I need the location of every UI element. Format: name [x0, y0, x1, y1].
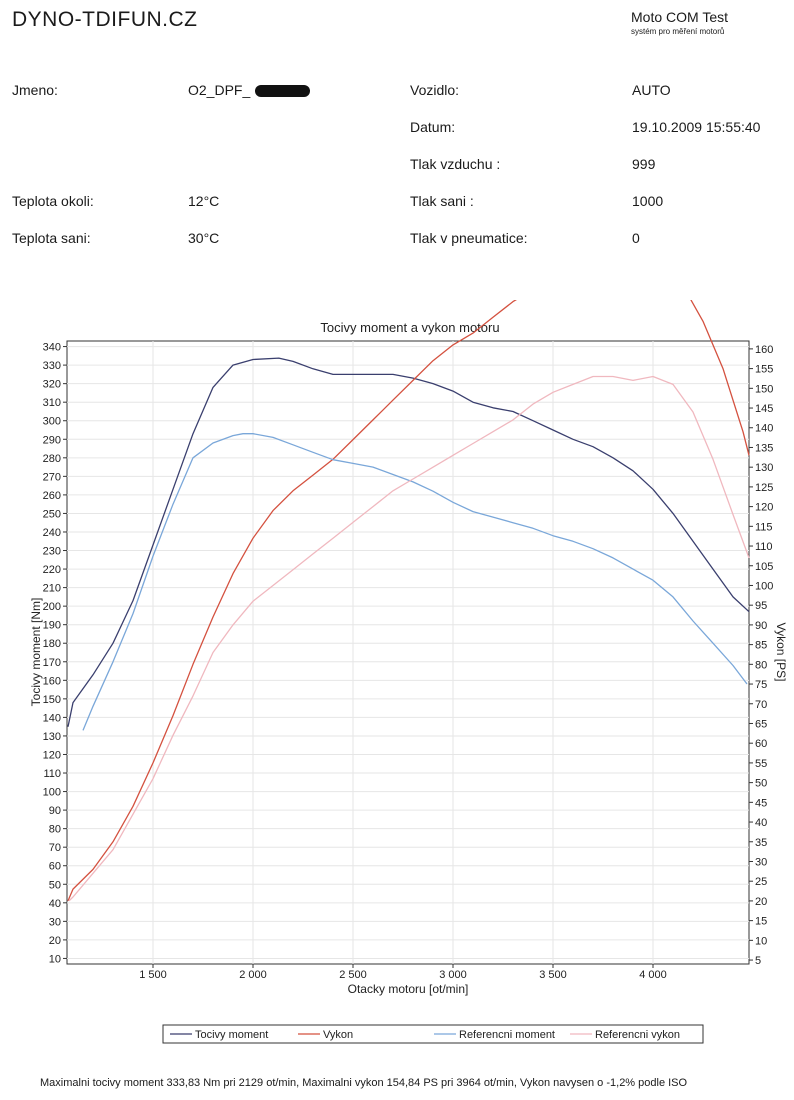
y-right-tick-label-85: 85 [755, 639, 768, 652]
y-left-tick-label-210: 210 [42, 582, 61, 595]
y-left-tick-label-120: 120 [42, 749, 61, 762]
redaction-mark [255, 85, 310, 97]
y-right-tick-label-95: 95 [755, 600, 768, 613]
x-axis-label: Otacky motoru [ot/min] [347, 982, 469, 996]
y-left-tick-label-220: 220 [42, 564, 61, 577]
y-right-tick-label-155: 155 [755, 363, 774, 376]
y-left-tick-label-160: 160 [42, 675, 61, 688]
y-left-tick-label-100: 100 [42, 786, 61, 799]
name-value: O2_DPF_ [188, 82, 251, 98]
y-left-tick-label-40: 40 [48, 897, 61, 910]
y-left-tick-label-110: 110 [43, 768, 61, 781]
y-right-tick-label-20: 20 [755, 895, 768, 908]
y-right-tick-label-70: 70 [755, 698, 768, 711]
summary-line: Maximalni tocivy moment 333,83 Nm pri 2129 ot/min, Maximalni vykon 154,84 PS pri 3964 ot/min, Vykon navysen o -1,2% podle ISO [40, 1077, 688, 1089]
y-right-tick-label-160: 160 [755, 343, 774, 356]
tire-pressure-value: 0 [632, 230, 640, 246]
y-right-tick-label-80: 80 [755, 659, 768, 672]
product-name: Moto COM Test [631, 9, 728, 25]
x-tick-label-3500: 3 500 [539, 969, 567, 981]
y-right-tick-label-5: 5 [755, 955, 762, 968]
y-left-tick-label-140: 140 [42, 712, 61, 725]
y-left-tick-label-90: 90 [48, 805, 61, 818]
legend-label-ref-torque: Referencni moment [459, 1029, 555, 1041]
y-left-tick-label-30: 30 [48, 916, 61, 929]
name-label: Jmeno: [12, 82, 58, 98]
y-right-tick-label-55: 55 [755, 757, 768, 770]
y-right-tick-label-135: 135 [755, 442, 774, 455]
y-right-tick-label-50: 50 [755, 777, 768, 790]
tire-pressure-label: Tlak v pneumatice: [410, 230, 528, 246]
x-tick-label-1500: 1 500 [139, 969, 167, 981]
y-left-tick-label-130: 130 [42, 730, 61, 743]
vehicle-value: AUTO [632, 82, 671, 98]
x-tick-label-2000: 2 000 [239, 969, 267, 981]
product-tagline: systém pro měření motorů [631, 27, 725, 36]
y-left-tick-label-10: 10 [48, 953, 61, 966]
y-right-tick-label-120: 120 [755, 501, 774, 514]
y-left-tick-label-240: 240 [42, 526, 61, 539]
ambient-temp-label: Teplota okoli: [12, 193, 94, 209]
legend-label-ref-power: Referencni vykon [595, 1029, 680, 1041]
plot-area [67, 341, 749, 964]
y-left-tick-label-50: 50 [48, 879, 61, 892]
y-right-tick-label-65: 65 [755, 718, 768, 731]
y-right-tick-label-30: 30 [755, 856, 768, 869]
y-right-tick-label-105: 105 [755, 560, 774, 573]
y-right-tick-label-35: 35 [755, 836, 768, 849]
y-left-tick-label-280: 280 [42, 452, 61, 465]
y-left-tick-label-70: 70 [48, 842, 61, 855]
y-right-tick-label-75: 75 [755, 679, 768, 692]
y-left-tick-label-290: 290 [42, 434, 61, 447]
y-left-tick-label-250: 250 [42, 508, 61, 521]
y-right-tick-label-110: 110 [755, 541, 773, 554]
air-pressure-value: 999 [632, 156, 656, 172]
y-right-tick-label-25: 25 [755, 876, 768, 889]
brand-title: DYNO-TDIFUN.CZ [12, 8, 198, 31]
y-right-tick-label-130: 130 [755, 462, 774, 475]
dyno-chart [0, 300, 794, 1060]
y-left-tick-label-330: 330 [42, 360, 61, 373]
y-left-tick-label-150: 150 [42, 693, 61, 706]
y-right-tick-label-145: 145 [755, 403, 774, 416]
chart-title: Tocivy moment a vykon motoru [320, 320, 500, 335]
y-left-tick-label-80: 80 [48, 823, 61, 836]
date-value: 19.10.2009 15:55:40 [632, 119, 761, 135]
y-left-tick-label-260: 260 [42, 489, 61, 502]
y-left-tick-label-230: 230 [42, 545, 61, 558]
y-left-tick-label-270: 270 [42, 471, 61, 484]
y-left-tick-label-310: 310 [42, 397, 61, 410]
y-left-tick-label-180: 180 [42, 638, 61, 651]
y-right-tick-label-100: 100 [755, 580, 774, 593]
y-right-tick-label-90: 90 [755, 619, 768, 632]
y-left-tick-label-170: 170 [42, 656, 61, 669]
y-right-tick-label-45: 45 [755, 797, 768, 810]
y-right-tick-label-10: 10 [755, 935, 768, 948]
y-left-axis-label: Tocivy moment [Nm] [29, 597, 43, 707]
y-left-tick-label-60: 60 [48, 860, 61, 873]
intake-pressure-label: Tlak sani : [410, 193, 474, 209]
y-left-tick-label-340: 340 [42, 341, 61, 354]
y-right-tick-label-125: 125 [755, 481, 774, 494]
y-left-tick-label-320: 320 [42, 378, 61, 391]
ambient-temp-value: 12°C [188, 193, 220, 209]
y-left-tick-label-190: 190 [42, 619, 61, 632]
legend-label-torque: Tocivy moment [195, 1029, 269, 1041]
intake-temp-label: Teplota sani: [12, 230, 91, 246]
y-right-tick-label-140: 140 [755, 422, 774, 435]
y-left-tick-label-300: 300 [42, 415, 61, 428]
x-tick-label-2500: 2 500 [339, 969, 367, 981]
vehicle-label: Vozidlo: [410, 82, 460, 98]
x-tick-label-3000: 3 000 [439, 969, 467, 981]
y-right-tick-label-115: 115 [755, 521, 773, 534]
date-label: Datum: [410, 119, 456, 135]
y-right-tick-label-40: 40 [755, 817, 768, 830]
y-right-tick-label-150: 150 [755, 383, 774, 396]
y-left-tick-label-20: 20 [48, 934, 61, 947]
legend-label-power: Vykon [323, 1029, 354, 1041]
air-pressure-label: Tlak vzduchu : [410, 156, 501, 172]
intake-temp-value: 30°C [188, 230, 220, 246]
intake-pressure-value: 1000 [632, 193, 664, 209]
y-right-tick-label-60: 60 [755, 738, 768, 751]
x-tick-label-4000: 4 000 [639, 969, 667, 981]
y-left-tick-label-200: 200 [42, 601, 61, 614]
y-right-tick-label-15: 15 [755, 915, 768, 928]
y-right-axis-label: Vykon [PS] [774, 622, 788, 682]
